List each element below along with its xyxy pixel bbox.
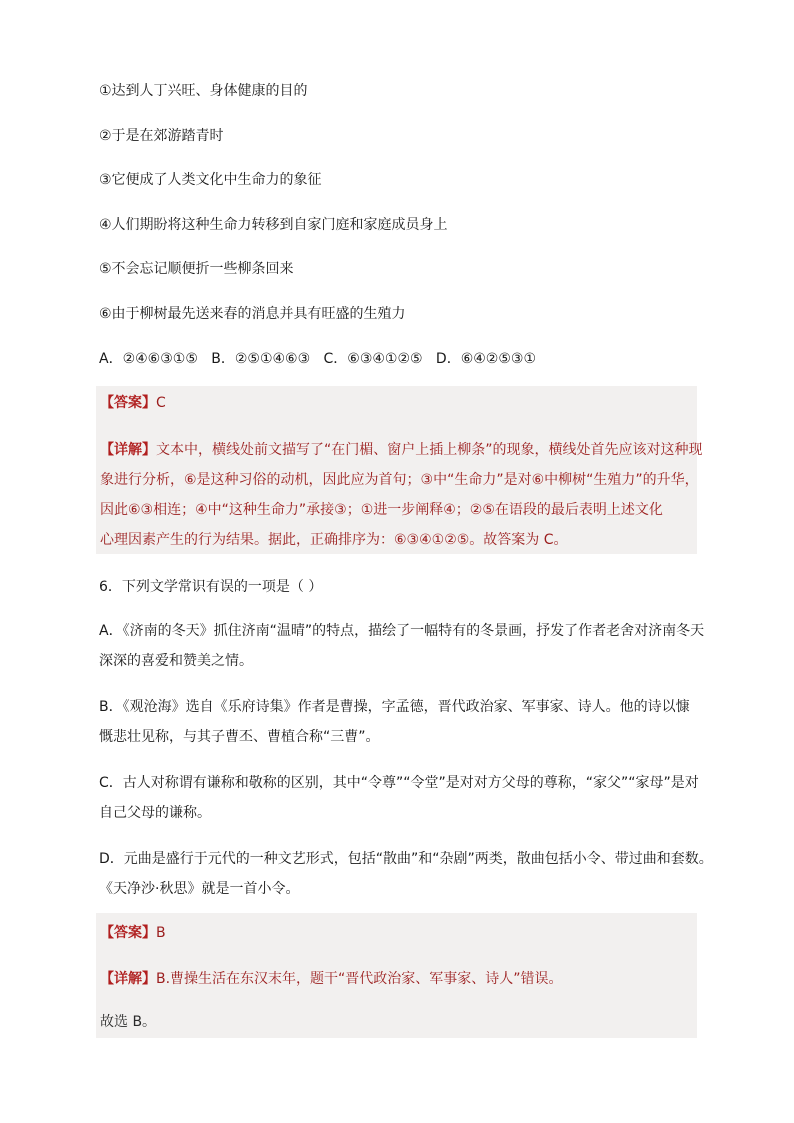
q6-detail-text: B.曹操生活在东汉末年，题干“晋代政治家、军事家、诗人”错误。: [156, 971, 563, 987]
q6-answer-tag: 【答案】: [100, 925, 156, 941]
q5-detail-line-4: 心理因素产生的行为结果。据此，正确排序为：⑥③④①②⑤。故答案为 C。: [100, 532, 568, 548]
option-3: ③它便成了人类文化中生命力的象征: [99, 172, 322, 188]
q6-option-a-line-2: 深深的喜爱和赞美之情。: [99, 653, 253, 669]
q5-answer-box: [96, 386, 703, 554]
q5-detail-line-1: [100, 440, 703, 460]
q6-option-c-line-1: C．古人对称谓有谦称和敬称的区别，其中“令尊”“令堂”是对对方父母的尊称，“家父”“家母”是对: [99, 775, 699, 791]
q6-option-b-line-1: B．《观沧海》选自《乐府诗集》作者是曹操，字孟德，晋代政治家、军事家、诗人。他的诗以慷: [99, 699, 690, 715]
q5-detail-line-2: 象进行分析，⑥是这种习俗的动机，因此应为首句；③中“生命力”是对⑥中柳树“生殖力”的升华，: [100, 472, 699, 488]
option-2: ②于是在郊游踏青时: [99, 128, 224, 144]
q6-option-b-line-2: 慨悲壮见称，与其子曹丕、曹植合称“三曹”。: [99, 729, 380, 745]
q5-detail-text-1: 文本中，横线处前文描写了“在门楣、窗户上插上柳条”的现象，横线处首先应该对这种现: [156, 442, 703, 458]
option-4: ④人们期盼将这种生命力转移到自家门庭和家庭成员身上: [99, 217, 448, 233]
q6-option-c-line-2: 自己父母的谦称。: [99, 805, 211, 821]
q6-option-a-line-1: A．《济南的冬天》抓住济南“温晴”的特点，描绘了一幅特有的冬景画，抒发了作者老舍对济南冬天: [99, 623, 705, 639]
choices-line: A．②④⑥③①⑤ B．②⑤①④⑥③ C．⑥③④①②⑤ D．⑥④②⑤③①: [99, 351, 537, 367]
option-6: ⑥由于柳树最先送来春的消息并具有旺盛的生殖力: [99, 306, 406, 322]
q6-answer-row: [100, 923, 166, 943]
q6-conclusion: 故选 B。: [100, 1014, 157, 1030]
q6-answer-value: B: [156, 925, 166, 941]
q6-answer-box: [96, 913, 697, 1038]
q5-answer-tag: 【答案】: [100, 395, 156, 411]
q6-detail-tag: 【详解】: [100, 971, 156, 987]
q6-detail-row: [100, 969, 563, 989]
q5-answer-value: C: [156, 395, 166, 411]
q6-question: 6．下列文学常识有误的一项是（ ）: [99, 579, 323, 595]
q5-detail-tag: 【详解】: [100, 442, 156, 458]
option-5: ⑤不会忘记顺便折一些柳条回来: [99, 261, 294, 277]
q6-option-d-line-2: 《天净沙·秋思》就是一首小令。: [99, 881, 300, 897]
q5-detail-line-3: 因此⑥③相连；④中“这种生命力”承接③；①进一步阐释④；②⑤在语段的最后表明上述文化: [100, 502, 663, 518]
option-1: ①达到人丁兴旺、身体健康的目的: [99, 83, 308, 99]
q6-option-d-line-1: D．元曲是盛行于元代的一种文艺形式，包括“散曲”和“杂剧”两类，散曲包括小令、带过曲和套数。: [99, 851, 713, 867]
q5-answer-row: [100, 393, 166, 413]
